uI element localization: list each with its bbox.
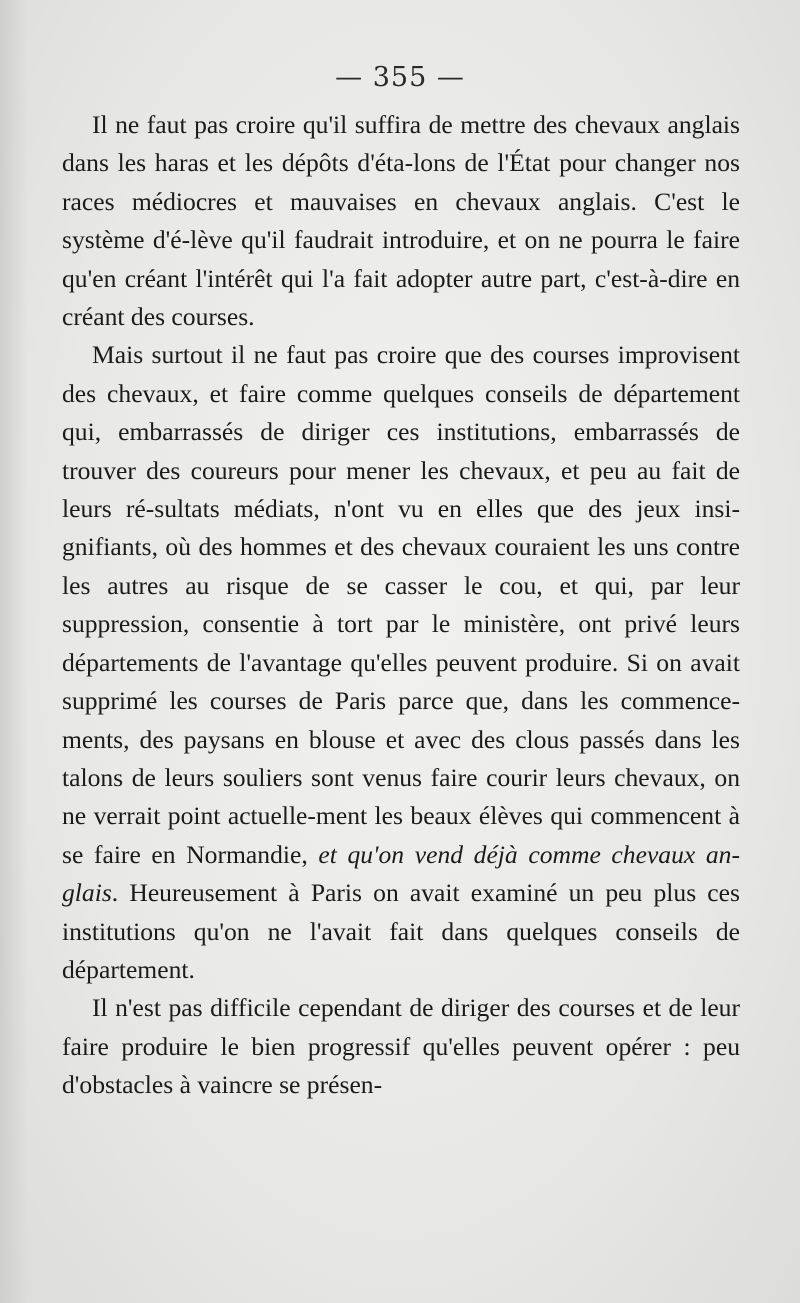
paragraph-1: [62, 106, 740, 336]
paragraph-1-text: Il ne faut pas croire qu'il suffira de mettre des chevaux anglais dans les haras et les dépôts d'éta-lons de l'État pour changer nos races médiocres et mauvaises en chevaux anglais. C'est le système d'é-lève qu'il faudrait introduire, et on ne pourra le faire qu'en créant l'intérêt qui l'a fait adopter autre part, c'est-à-dire en créant des courses.: [62, 110, 740, 332]
page-number: — 355 —: [335, 62, 465, 93]
paragraph-2: [62, 336, 740, 989]
paragraph-2-text-a: Mais surtout il ne faut pas croire que des courses improvisent des chevaux, et faire comme quelques conseils de département qui, embarrassés de diriger ces institutions, embarrassés de trouver des coureurs pour mener les chevaux, et peu au fait de leurs ré-sultats médiats, n'ont vu en elles que des jeux insi-gnifiants, où des hommes et des chevaux couraient les uns contre les autres au risque de se casser le cou, et qui, par leur suppression, consentie à tort par le ministère, ont privé leurs départements de l'avantage qu'elles peuvent produire. Si on avait supprimé les courses de Paris parce que, dans les commence-ments, des paysans en blouse et avec des clous passés dans les talons de leurs souliers sont venus faire courir leurs chevaux, on ne verrait point actuelle-ment les beaux élèves qui commencent à se faire en Normandie,: [62, 340, 740, 869]
body-text: [62, 106, 740, 1105]
page-edge-shadow: [0, 0, 28, 1303]
paragraph-3-text: Il n'est pas difficile cependant de diriger des courses et de leur faire produire le bien progressif qu'elles peuvent opérer : peu d'obstacles à vaincre se présen-: [62, 993, 740, 1100]
paragraph-3: [62, 989, 740, 1104]
paragraph-2-text-b: . Heureusement à Paris on avait examiné un peu plus ces institutions qu'on ne l'avait fait dans quelques conseils de département.: [62, 878, 740, 984]
paragraph-2-italic-phrase: et qu'on vend déjà comme chevaux an-glais: [62, 839, 740, 908]
